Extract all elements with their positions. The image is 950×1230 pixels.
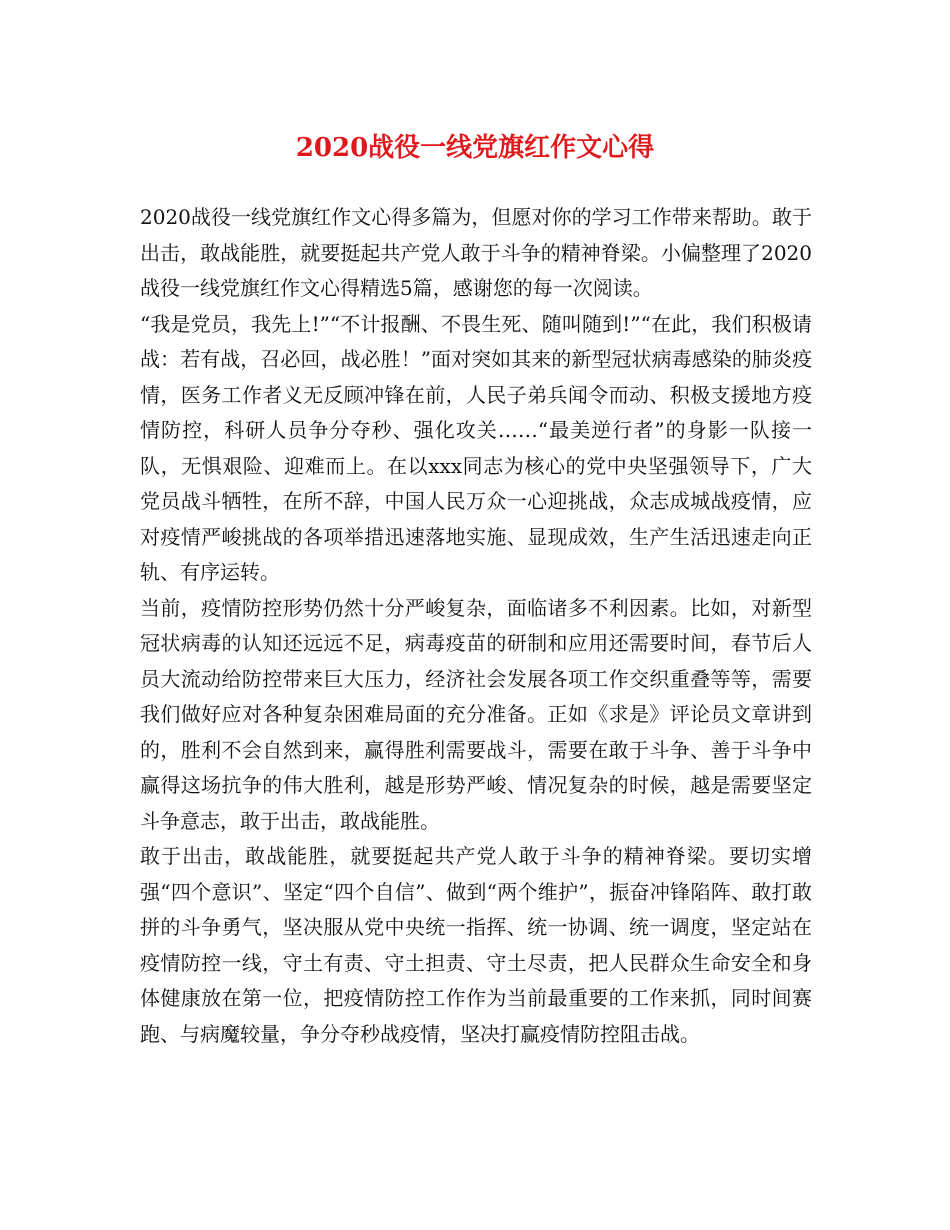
paragraph-situation: 当前，疫情防控形势仍然十分严峻复杂，面临诸多不利因素。比如，对新型冠状病毒的认知还远远不足，病毒疫苗的研制和应用还需要时间，春节后人员大流动给防控带来巨大压力，经济社会发展各项工作交织重叠等等，需要我们做好应对各种复杂困难局面的充分准备。正如《求是》评论员文章讲到的，胜利不会自然到来，赢得胜利需要战斗，需要在敢于斗争、善于斗争中赢得这场抗争的伟大胜利，越是形势严峻、情况复杂的时候，越是需要坚定斗争意志，敢于出击，敢战能胜。 xyxy=(140,595,812,833)
document-body xyxy=(140,200,812,1052)
paragraph-volunteers: “我是党员，我先上!”“不计报酬、不畏生死、随叫随到!”“在此，我们积极请战：若有战，召必回，战必胜！”面对突如其来的新型冠状病毒感染的肺炎疫情，医务工作者义无反顾冲锋在前，人民子弟兵闻令而动、积极支援地方疫情防控，科研人员争分夺秒、强化攻关……“最美逆行者”的身影一队接一队，无惧艰险、迎难而上。在以xxx同志为核心的党中央坚强领导下，广大党员战斗牺牲，在所不辞，中国人民万众一心迎挑战，众志成城战疫情，应对疫情严峻挑战的各项举措迅速落地实施、显现成效，生产生活迅速走向正轨、有序运转。 xyxy=(140,311,812,584)
paragraph-intro: 2020战役一线党旗红作文心得多篇为，但愿对你的学习工作带来帮助。敢于出击，敢战能胜，就要挺起共产党人敢于斗争的精神脊梁。小偏整理了2020战役一线党旗红作文心得精选5篇，感谢您的每一次阅读。 xyxy=(140,205,812,300)
paragraph-spirit: 敢于出击，敢战能胜，就要挺起共产党人敢于斗争的精神脊梁。要切实增强“四个意识”、坚定“四个自信”、做到“两个维护”，振奋冲锋陷阵、敢打敢拼的斗争勇气，坚决服从党中央统一指挥、统一协调、统一调度，坚定站在疫情防控一线，守土有责、守土担责、守土尽责，把人民群众生命安全和身体健康放在第一位，把疫情防控工作作为当前最重要的工作来抓，同时间赛跑、与病魔较量，争分夺秒战疫情，坚决打赢疫情防控阻击战。 xyxy=(140,844,812,1046)
document-title: 2020战役一线党旗红作文心得 xyxy=(295,133,655,163)
